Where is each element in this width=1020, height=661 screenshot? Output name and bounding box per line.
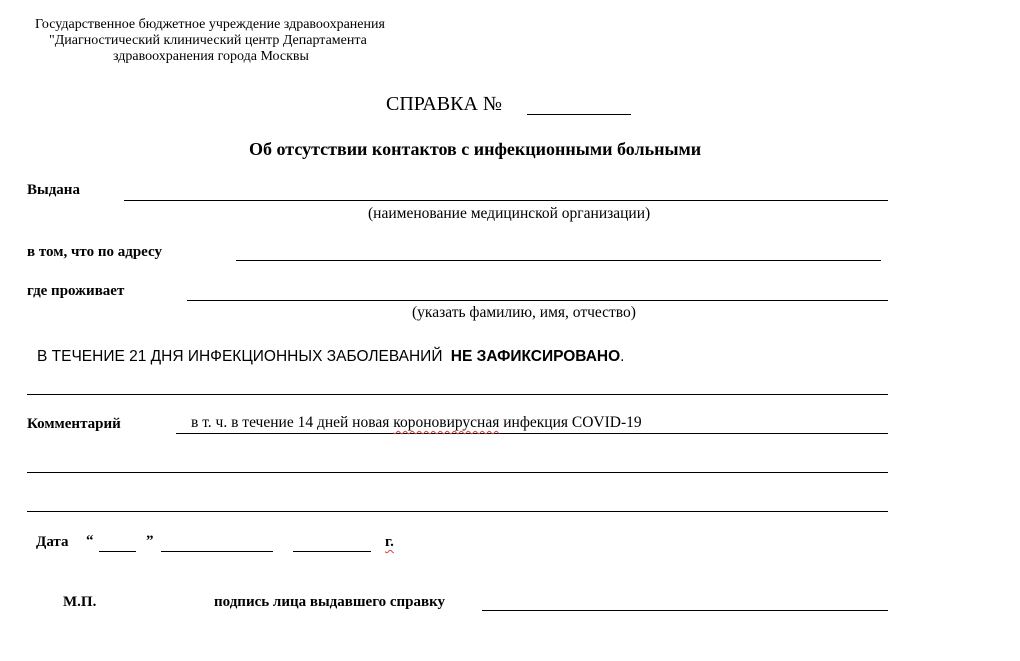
statement-emphasis: НЕ ЗАФИКСИРОВАНО bbox=[450, 348, 621, 365]
org-header-line-1: Государственное бюджетное учреждение здравоохранения bbox=[35, 17, 385, 32]
date-year-suffix-text: г. bbox=[385, 534, 394, 550]
comment-value-part2: инфекция COVID-19 bbox=[499, 414, 642, 431]
comment-value-part1: в т. ч. в течение 14 дней новая bbox=[191, 414, 394, 431]
date-year-suffix bbox=[385, 534, 394, 551]
org-header-line-3: здравоохранения города Москвы bbox=[113, 49, 309, 64]
comment-extra-line-1 bbox=[27, 472, 888, 473]
signature-label: подпись лица выдавшего справку bbox=[214, 594, 446, 610]
comment-value-misspelled: короновирусная bbox=[393, 414, 500, 431]
address-line bbox=[236, 260, 881, 261]
certificate-number-line bbox=[527, 114, 631, 115]
date-day-line bbox=[99, 551, 136, 552]
comment-label: Комментарий bbox=[27, 416, 121, 432]
resides-line bbox=[187, 300, 888, 301]
issued-label: Выдана bbox=[27, 182, 80, 198]
date-open-quote: “ bbox=[86, 533, 94, 549]
comment-extra-line-2 bbox=[27, 511, 888, 512]
resides-caption: (указать фамилию, имя, отчество) bbox=[412, 304, 636, 321]
signature-line bbox=[482, 610, 888, 611]
org-header-line-2: "Диагностический клинический центр Департамента bbox=[49, 33, 367, 48]
statement-line bbox=[27, 394, 888, 395]
issued-caption: (наименование медицинской организации) bbox=[368, 205, 651, 222]
date-month-line bbox=[161, 551, 273, 552]
comment-value bbox=[191, 414, 642, 432]
date-close-quote: ” bbox=[146, 533, 154, 549]
comment-line bbox=[176, 433, 888, 434]
date-label: Дата bbox=[36, 534, 69, 550]
document-subtitle: Об отсутствии контактов с инфекционными больными bbox=[249, 139, 702, 159]
stamp-label: М.П. bbox=[63, 594, 97, 610]
statement-text bbox=[37, 348, 624, 366]
date-year-line bbox=[293, 551, 371, 552]
issued-line bbox=[124, 200, 888, 201]
statement-prefix: В ТЕЧЕНИЕ 21 ДНЯ ИНФЕКЦИОННЫХ ЗАБОЛЕВАНИЙ bbox=[37, 348, 443, 365]
document-title: СПРАВКА № bbox=[386, 93, 502, 115]
address-label: в том, что по адресу bbox=[27, 244, 162, 260]
resides-label: где проживает bbox=[27, 283, 125, 299]
statement-suffix: . bbox=[620, 348, 625, 365]
